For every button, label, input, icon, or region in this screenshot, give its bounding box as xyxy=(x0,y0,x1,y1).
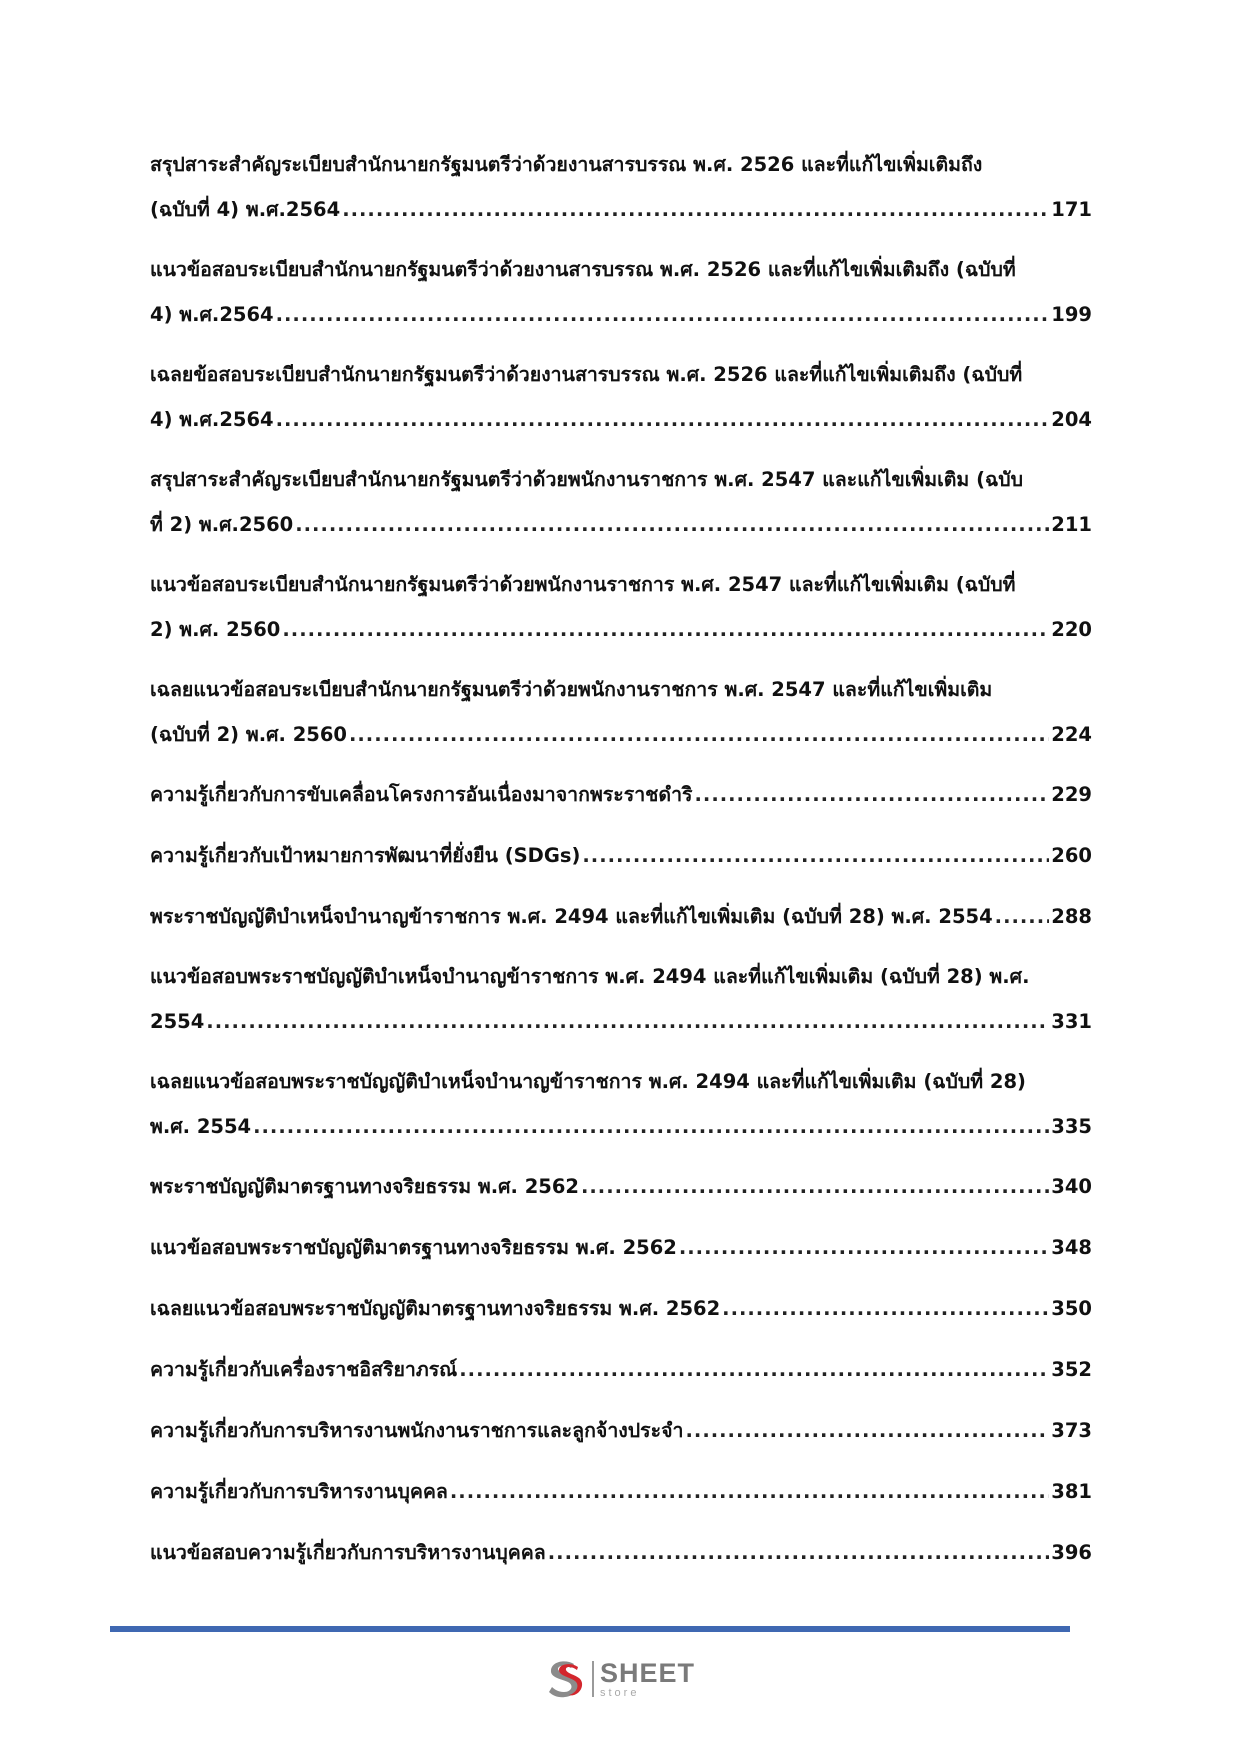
toc-leader-dots xyxy=(276,300,1050,330)
logo-separator xyxy=(592,1661,594,1697)
toc-entry-title: พระราชบัญญัติมาตรฐานทางจริยธรรม พ.ศ. 2562 xyxy=(150,1175,579,1198)
toc-entry[interactable] xyxy=(150,1067,1092,1142)
toc-page-number: 348 xyxy=(1051,1236,1092,1259)
toc-entry-title: แนวข้อสอบระเบียบสำนักนายกรัฐมนตรีว่าด้วยงานสารบรรณ พ.ศ. 2526 และที่แก้ไขเพิ่มเติมถึง (ฉบับที่ xyxy=(150,258,1016,281)
toc-entry-title: (ฉบับที่ 4) พ.ศ.2564 xyxy=(150,198,341,221)
toc-entry-last-line xyxy=(150,1112,1092,1142)
toc-entry-last-line xyxy=(150,720,1092,750)
toc-page-number: 229 xyxy=(1051,783,1092,806)
toc-entry-title: ความรู้เกี่ยวกับการบริหารงานบุคคล xyxy=(150,1480,448,1503)
toc-entry-last-line xyxy=(150,841,1092,871)
toc-leader-dots xyxy=(206,1007,1049,1037)
toc-entry-title: สรุปสาระสำคัญระเบียบสำนักนายกรัฐมนตรีว่าด้วยพนักงานราชการ พ.ศ. 2547 และแก้ไขเพิ่มเติม (ฉบับ xyxy=(150,468,1024,491)
toc-entry[interactable] xyxy=(150,902,1092,932)
toc-entry[interactable] xyxy=(150,1538,1092,1568)
toc-entry-last-line xyxy=(150,780,1092,810)
toc-entry-last-line xyxy=(150,1007,1092,1037)
toc-entry-last-line xyxy=(150,300,1092,330)
toc-entry-title: พ.ศ. 2554 xyxy=(150,1115,252,1138)
toc-leader-dots xyxy=(295,510,1049,540)
toc-entry-title: ความรู้เกี่ยวกับเครื่องราชอิสริยาภรณ์ xyxy=(150,1358,458,1381)
toc-leader-dots xyxy=(342,195,1049,225)
toc-entry[interactable] xyxy=(150,675,1092,750)
table-of-contents xyxy=(150,150,1092,1568)
toc-entry-last-line xyxy=(150,1355,1092,1385)
toc-entry-title: 2554 xyxy=(150,1010,205,1033)
toc-entry[interactable] xyxy=(150,255,1092,330)
toc-entry-title: สรุปสาระสำคัญระเบียบสำนักนายกรัฐมนตรีว่าด้วยงานสารบรรณ พ.ศ. 2526 และที่แก้ไขเพิ่มเติมถึง xyxy=(150,153,983,176)
toc-entry-last-line xyxy=(150,1172,1092,1202)
toc-page-number: 331 xyxy=(1051,1010,1092,1033)
toc-leader-dots xyxy=(276,405,1050,435)
toc-entry[interactable] xyxy=(150,465,1092,540)
toc-leader-dots xyxy=(581,1172,1049,1202)
toc-entry-title: เฉลยแนวข้อสอบพระราชบัญญัติบำเหน็จบำนาญข้าราชการ พ.ศ. 2494 และที่แก้ไขเพิ่มเติม (ฉบับที่ 28) xyxy=(150,1070,1026,1093)
toc-entry-title: เฉลยแนวข้อสอบระเบียบสำนักนายกรัฐมนตรีว่าด้วยพนักงานราชการ พ.ศ. 2547 และที่แก้ไขเพิ่มเติม xyxy=(150,678,993,701)
toc-entry-title: แนวข้อสอบพระราชบัญญัติมาตรฐานทางจริยธรรม พ.ศ. 2562 xyxy=(150,1236,677,1259)
toc-entry[interactable] xyxy=(150,570,1092,645)
toc-entry[interactable] xyxy=(150,780,1092,810)
toc-entry[interactable] xyxy=(150,1355,1092,1385)
toc-page-number: 260 xyxy=(1051,844,1092,867)
toc-entry[interactable] xyxy=(150,1172,1092,1202)
toc-entry-last-line xyxy=(150,902,1092,932)
toc-page-number: 171 xyxy=(1051,198,1092,221)
toc-leader-dots xyxy=(582,841,1049,871)
toc-entry-title: พระราชบัญญัติบำเหน็จบำนาญข้าราชการ พ.ศ. 2494 และที่แก้ไขเพิ่มเติม (ฉบับที่ 28) พ.ศ. 2554 xyxy=(150,905,993,928)
toc-page-number: 340 xyxy=(1051,1175,1092,1198)
toc-leader-dots xyxy=(548,1538,1050,1568)
toc-entry-title: เฉลยแนวข้อสอบพระราชบัญญัติมาตรฐานทางจริยธรรม พ.ศ. 2562 xyxy=(150,1297,721,1320)
toc-entry-title: ความรู้เกี่ยวกับการขับเคลื่อนโครงการอันเนื่องมาจากพระราชดำริ xyxy=(150,783,693,806)
toc-entry[interactable] xyxy=(150,1233,1092,1263)
toc-entry-last-line xyxy=(150,615,1092,645)
toc-page-number: 373 xyxy=(1051,1419,1092,1442)
toc-entry-last-line xyxy=(150,1233,1092,1263)
toc-entry-title: ความรู้เกี่ยวกับเป้าหมายการพัฒนาที่ยั่งยืน (SDGs) xyxy=(150,844,581,867)
toc-entry[interactable] xyxy=(150,962,1092,1037)
sheet-store-logo xyxy=(542,1654,712,1704)
toc-entry-title: แนวข้อสอบระเบียบสำนักนายกรัฐมนตรีว่าด้วยพนักงานราชการ พ.ศ. 2547 และที่แก้ไขเพิ่มเติม (ฉบับที่ xyxy=(150,573,1016,596)
toc-leader-dots xyxy=(450,1477,1049,1507)
toc-entry-last-line xyxy=(150,1416,1092,1446)
toc-page-number: 204 xyxy=(1051,408,1092,431)
footer-rule xyxy=(110,1626,1070,1632)
toc-page-number: 211 xyxy=(1051,513,1092,536)
toc-leader-dots xyxy=(722,1294,1049,1324)
toc-entry[interactable] xyxy=(150,841,1092,871)
toc-page-number: 381 xyxy=(1051,1480,1092,1503)
toc-leader-dots xyxy=(459,1355,1049,1385)
toc-leader-dots xyxy=(253,1112,1049,1142)
toc-entry-title: ที่ 2) พ.ศ.2560 xyxy=(150,513,294,536)
toc-leader-dots xyxy=(995,902,1050,932)
toc-entry-title: 2) พ.ศ. 2560 xyxy=(150,618,281,641)
toc-leader-dots xyxy=(282,615,1049,645)
toc-entry-last-line xyxy=(150,1477,1092,1507)
toc-leader-dots xyxy=(679,1233,1049,1263)
toc-entry-title: เฉลยข้อสอบระเบียบสำนักนายกรัฐมนตรีว่าด้วยงานสารบรรณ พ.ศ. 2526 และที่แก้ไขเพิ่มเติมถึง (ฉบับที่ xyxy=(150,363,1023,386)
toc-entry-title: ความรู้เกี่ยวกับการบริหารงานพนักงานราชการและลูกจ้างประจำ xyxy=(150,1419,684,1442)
toc-entry-title: (ฉบับที่ 2) พ.ศ. 2560 xyxy=(150,723,347,746)
toc-entry-last-line xyxy=(150,195,1092,225)
sheet-store-logo-icon xyxy=(542,1656,588,1702)
toc-entry-title: 4) พ.ศ.2564 xyxy=(150,303,274,326)
toc-page-number: 396 xyxy=(1051,1541,1092,1564)
toc-page-number: 335 xyxy=(1051,1115,1092,1138)
toc-leader-dots xyxy=(686,1416,1050,1446)
toc-leader-dots xyxy=(695,780,1050,810)
toc-entry-last-line xyxy=(150,1538,1092,1568)
toc-entry[interactable] xyxy=(150,1477,1092,1507)
toc-entry-title: แนวข้อสอบความรู้เกี่ยวกับการบริหารงานบุคคล xyxy=(150,1541,546,1564)
toc-entry[interactable] xyxy=(150,1294,1092,1324)
toc-entry-last-line xyxy=(150,1294,1092,1324)
toc-entry[interactable] xyxy=(150,1416,1092,1446)
toc-entry[interactable] xyxy=(150,150,1092,225)
toc-page-number: 288 xyxy=(1051,905,1092,928)
toc-page-number: 224 xyxy=(1051,723,1092,746)
logo-brand-sub: store xyxy=(600,1686,640,1699)
toc-entry-title: 4) พ.ศ.2564 xyxy=(150,408,274,431)
logo-brand-main: SHEET xyxy=(600,1657,696,1688)
toc-page-number: 199 xyxy=(1051,303,1092,326)
toc-page-number: 220 xyxy=(1051,618,1092,641)
toc-page-number: 350 xyxy=(1051,1297,1092,1320)
toc-page-number: 352 xyxy=(1051,1358,1092,1381)
toc-entry-title: แนวข้อสอบพระราชบัญญัติบำเหน็จบำนาญข้าราชการ พ.ศ. 2494 และที่แก้ไขเพิ่มเติม (ฉบับที่ 28) พ.ศ. xyxy=(150,965,1030,988)
toc-entry-last-line xyxy=(150,405,1092,435)
toc-entry[interactable] xyxy=(150,360,1092,435)
toc-entry-last-line xyxy=(150,510,1092,540)
toc-leader-dots xyxy=(349,720,1049,750)
